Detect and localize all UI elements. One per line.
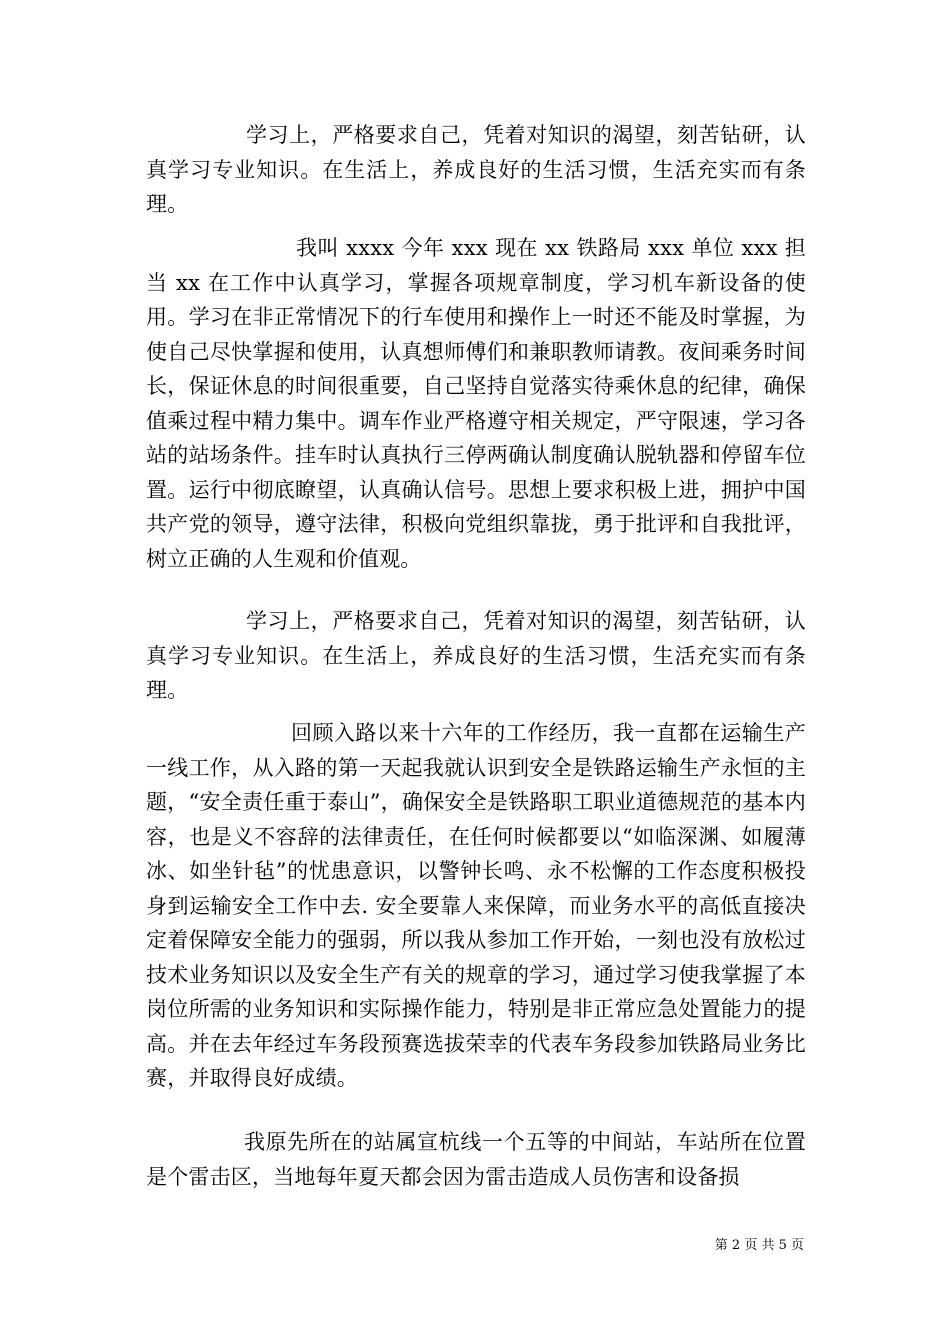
paragraph-self-introduction: 我叫 xxxx 今年 xxx 现在 xx 铁路局 xxx 单位 xxx 担当 xx 在工作中认真学习，掌握各项规章制度，学习机车新设备的使用。学习在非正常情况下的行车使用和操作上一时还不能及时掌握，为使自己尽快掌握和使用，认真想师傅们和兼职教师请教。夜间乘务时间长，保证休息的时间很重要，自己坚持自觉落实待乘休息的纪律，确保值乘过程中精力集中。调车作业严格遵守相关规定，严守限速，学习各站的站场条件。挂车时认真执行三停两确认制度确认脱轨器和停留车位置。运行中彻底瞭望，认真确认信号。思想上要求积极上进，拥护中国共产党的领导，遵守法律，积极向党组织靠拢，勇于批评和自我批评，树立正确的人生观和价值观。 [146,236,806,571]
paragraph-work-review: 回顾入路以来十六年的工作经历，我一直都在运输生产一线工作，从入路的第一天起我就认识到安全是铁路运输生产永恒的主题，“安全责任重于泰山”，确保安全是铁路职工职业道德规范的基本内容，也是义不容辞的法律责任，在任何时候都要以“如临深渊、如履薄冰、如坐针毡”的忧患意识，以警钟长鸣、永不松懈的工作态度积极投身到运输安全工作中去. 安全要靠人来保障，而业务水平的高低直接决定着保障安全能力的强弱，所以我从参加工作开始，一刻也没有放松过技术业务知识以及安全生产有关的规章的学习，通过学习使我掌握了本岗位所需的业务知识和实际操作能力，特别是非正常应急处置能力的提高。并在去年经过车务段预赛选拔荣幸的代表车务段参加铁路局业务比赛，并取得良好成绩。 [146,721,806,1090]
paragraph-station: 我原先所在的站属宣杭线一个五等的中间站，车站所在位置是个雷击区，当地每年夏天都会因为雷击造成人员伤害和设备损 [146,1130,806,1189]
paragraph-study-repeat: 学习上，严格要求自己，凭着对知识的渴望，刻苦钻研，认真学习专业知识。在生活上，养成良好的生活习惯，生活充实而有条理。 [146,609,806,702]
paragraph-study: 学习上，严格要求自己，凭着对知识的渴望，刻苦钻研，认真学习专业知识。在生活上，养成良好的生活习惯，生活充实而有条理。 [146,123,806,216]
page-number: 第 2 页 共 5 页 [714,1238,804,1253]
